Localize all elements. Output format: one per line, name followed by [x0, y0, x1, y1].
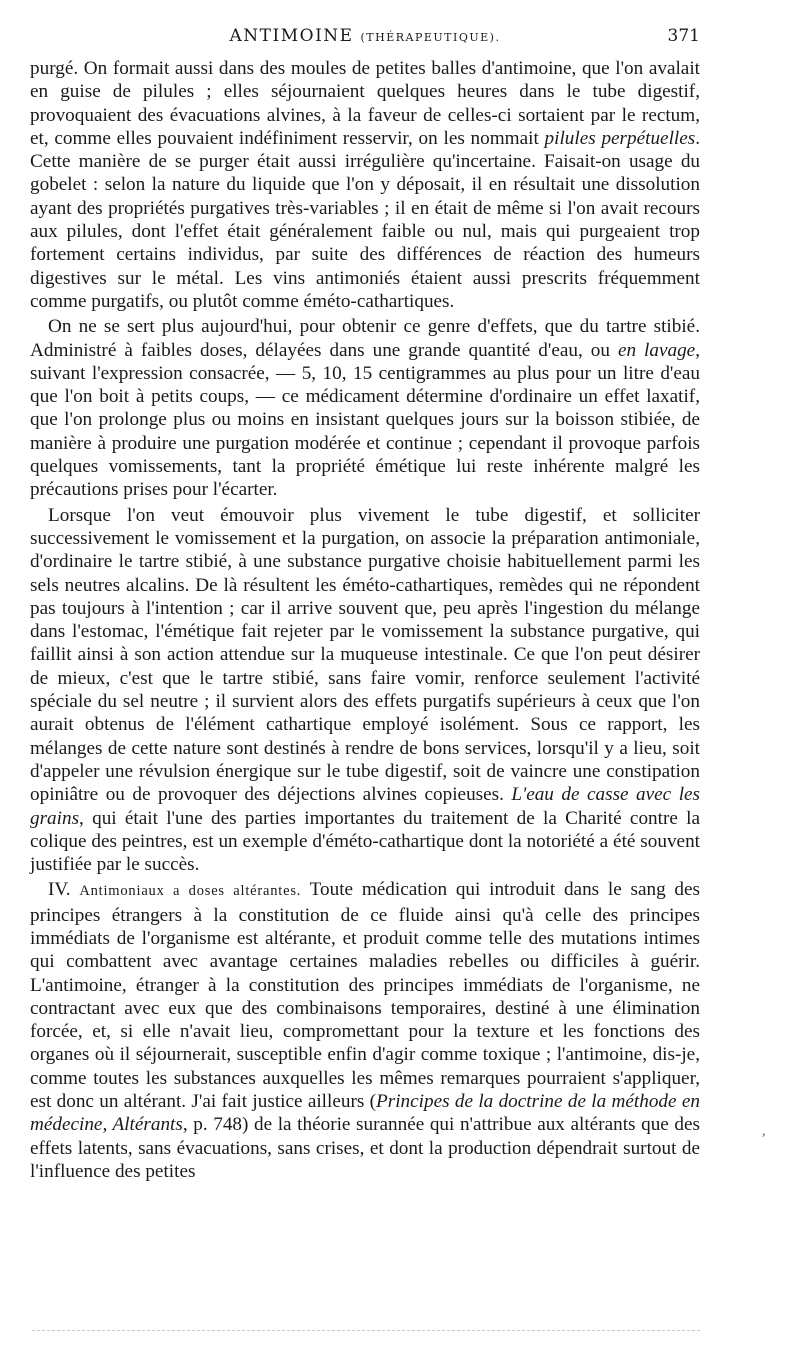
- text-span: purgé. On formait aussi dans des moules de petites balles d'antimoine, que l'on avalait en guise de pilules ; elles séjournaient quelques heures dans le tube digestif, provoquaient des évacuations alvines, à la faveur de celles-ci sortaient par le rectum, et, comme elles pouvaient indéfiniment resservir, on les nommait: [30, 58, 700, 149]
- italic-span: pilules perpétuelles: [544, 127, 696, 149]
- text-span: On ne se sert plus aujourd'hui, pour obtenir ce genre d'effets, que du tartre stibié. Administré à faibles doses, délayées dans une grande quantité d'eau, ou: [30, 316, 700, 361]
- text-span: , suivant l'expression consacrée, — 5, 10, 15 centigrammes au plus pour un litre d'eau que l'on boit à petits coups, — ce médicament détermine d'ordinaire un effet laxatif, que l'on prolonge plus ou moins en insistant quelques jours sur la boisson stibiée, de manière à produire une purgation modérée et continue ; cependant il provoque parfois quelques vomissements, tant la propriété émétique lui reste inhérente malgré les précautions prises pour l'écarter.: [30, 339, 700, 501]
- paragraph: [30, 315, 700, 501]
- text-span: Toute médication qui introduit dans le sang des principes étrangers à la constitution de ce fluide ainsi qu'à celle des principes immédiats de l'organisme est altérante, et produit comme telle des mutations intimes qui combattent avec avantage certaines maladies rebelles ou difficiles à guérir. L'antimoine, étranger à la constitution des principes immédiats de l'organisme, ne contractant avec eux que des combinaisons temporaires, destiné à une élimination forcée, et, si elle n'avait lieu, compromettant pour la texture et les fonctions des organes où il séjournerait, susceptible enfin d'agir comme toxique ; l'antimoine, dis-je, comme toutes les substances auxquelles les mêmes remarques pourraient s'appliquer, est donc un altérant. J'ai fait justice ailleurs (: [30, 879, 700, 1113]
- running-header: [30, 26, 700, 50]
- text-span: Lorsque l'on veut émouvoir plus vivement le tube digestif, et solliciter successivement le vomissement et la purgation, on associe la préparation antimoniale, d'ordinaire le tartre stibié, à une substance purgative choisie habituellement parmi les sels neutres alcalins. De là résultent les éméto-cathartiques, remèdes qui ne répondent pas toujours à l'intention ; car il arrive souvent que, peu après l'ingestion du mélange dans l'estomac, l'émétique fait rejeter par le vomissement la substance purgative, qui faillit ainsi à son action attendue sur la muqueuse intestinale. Ce que l'on peut désirer de mieux, c'est que le tartre stibié, sans faire vomir, renforce seulement l'activité spéciale du sel neutre ; il survient alors des effets purgatifs supérieurs à ceux que l'on aurait obtenus de l'élément cathartique employé isolément. Sous ce rapport, les mélanges de cette nature sont destinés à rendre de bons services, lorsqu'il y a lieu, soit d'appeler une révulsion énergique sur le tube digestif, soit de vaincre une constipation opiniâtre ou de provoquer des déjections alvines copieuses.: [30, 504, 700, 806]
- body-text: [30, 57, 700, 1183]
- page-number: 371: [667, 26, 700, 46]
- footer-rule: [32, 1330, 700, 1333]
- margin-mark: ,: [762, 1124, 766, 1139]
- italic-span: en lavage: [617, 339, 696, 361]
- paragraph: [30, 57, 700, 313]
- paragraph: [30, 504, 700, 877]
- text-span: . Cette manière de se purger était aussi irrégulière qu'incertaine. Faisait-on usage du gobelet : selon la nature du liquide que l'on y déposait, il en résultait une dissolution ayant des propriétés purgatives très-variables ; il en était de même si l'on avait recours aux pilules, dont l'effet était généralement faible ou nul, mais qui purgeaient trop fortement certains individus, par suite des différences de réaction des humeurs digestives sur le métal. Les vins antimoniés étaient aussi prescrits fréquemment comme purgatifs, ou plutôt comme éméto-cathartiques.: [30, 127, 701, 312]
- text-span: IV.: [48, 879, 80, 901]
- section-heading: Antimoniaux a doses altérantes.: [79, 883, 302, 900]
- header-title-subtitle: (THÉRAPEUTIQUE).: [360, 31, 501, 44]
- italic-span: L'eau de casse avec les grains: [30, 784, 701, 829]
- text-span: , qui était l'une des parties importantes du traitement de la Charité contre la colique des peintres, est un exemple d'éméto-cathartique dont la notoriété a été souvent justifiée par le succès.: [30, 807, 700, 876]
- italic-span: Principes de la doctrine de la méthode en médecine, Altérants: [30, 1091, 700, 1136]
- text-span: , p. 748) de la théorie surannée qui n'attribue aux altérants que des effets latents, sans évacuations, sans crises, et dont la production dépendrait surtout de l'influence des petites: [30, 1114, 700, 1182]
- header-title: [30, 26, 700, 46]
- header-title-main: ANTIMOINE: [229, 26, 354, 46]
- section-paragraph: [30, 878, 700, 1183]
